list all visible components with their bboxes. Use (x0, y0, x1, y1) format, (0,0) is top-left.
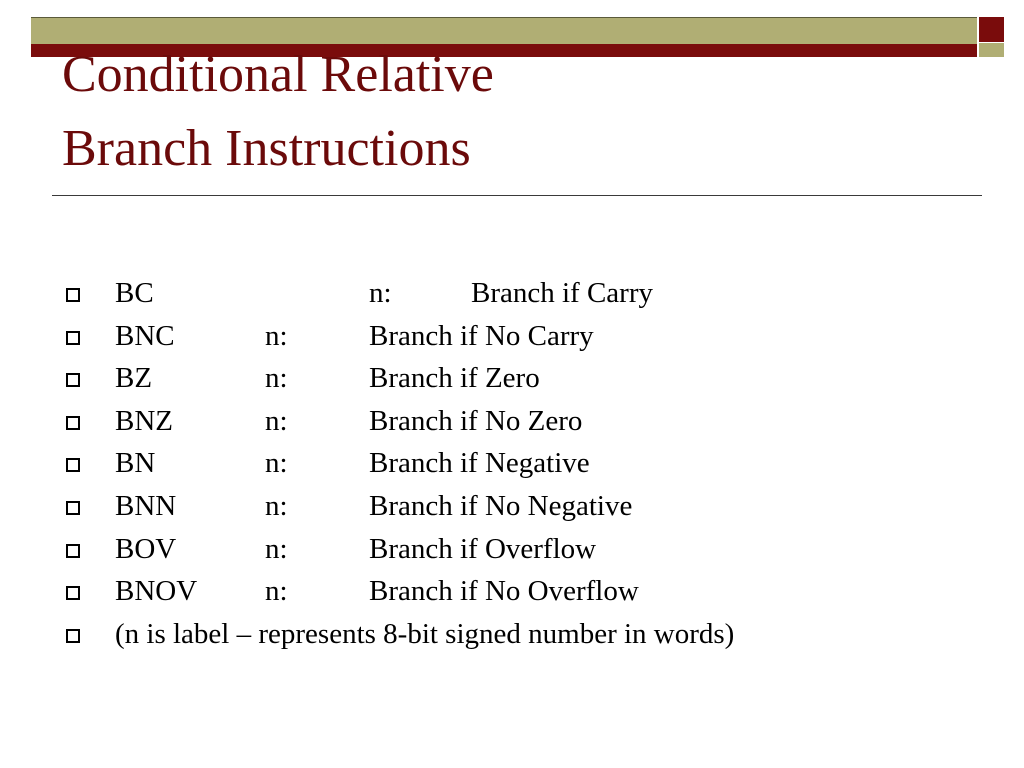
hollow-square-bullet-icon (66, 416, 80, 430)
instruction-operand: n: (265, 532, 288, 565)
instruction-code: BNN (115, 489, 177, 522)
instruction-description: Branch if Zero (369, 362, 540, 395)
instruction-operand: n: (265, 362, 288, 395)
slide-title-line-2: Branch Instructions (62, 120, 471, 177)
corner-olive-square (979, 43, 1004, 57)
note-text: (n is label – represents 8-bit signed number in words) (115, 617, 735, 650)
hollow-square-bullet-icon (66, 288, 80, 302)
instruction-operand: n: (265, 319, 288, 352)
instruction-code: BNOV (115, 575, 198, 608)
instruction-description: Branch if No Carry (369, 319, 594, 352)
instruction-operand: n: (265, 447, 288, 480)
hollow-square-bullet-icon (66, 544, 80, 558)
instruction-description: Branch if No Zero (369, 404, 583, 437)
title-divider (52, 195, 982, 196)
slide-title (62, 38, 494, 186)
instruction-description: Branch if Carry (471, 277, 653, 309)
hollow-square-bullet-icon (66, 629, 80, 643)
instruction-code: BZ (115, 362, 153, 395)
instruction-code: BNZ (115, 404, 173, 437)
instruction-operand: n: (265, 489, 288, 522)
instruction-code: BNC (115, 319, 175, 352)
instruction-operand: n: (265, 404, 288, 437)
instruction-code: BC (115, 277, 154, 309)
instruction-code: BN (115, 447, 156, 480)
instruction-description: Branch if No Negative (369, 489, 633, 522)
instruction-description: Branch if No Overflow (369, 575, 639, 608)
instruction-description: Branch if Overflow (369, 532, 597, 565)
hollow-square-bullet-icon (66, 501, 80, 515)
instruction-operand: n: (369, 277, 392, 309)
corner-maroon-square (979, 17, 1004, 42)
slide-title-line-1: Conditional Relative (62, 46, 494, 103)
instruction-description: Branch if Negative (369, 447, 590, 480)
instruction-code: BOV (115, 532, 177, 565)
hollow-square-bullet-icon (66, 458, 80, 472)
instruction-operand: n: (265, 575, 288, 608)
hollow-square-bullet-icon (66, 373, 80, 387)
hollow-square-bullet-icon (66, 586, 80, 600)
hollow-square-bullet-icon (66, 331, 80, 345)
